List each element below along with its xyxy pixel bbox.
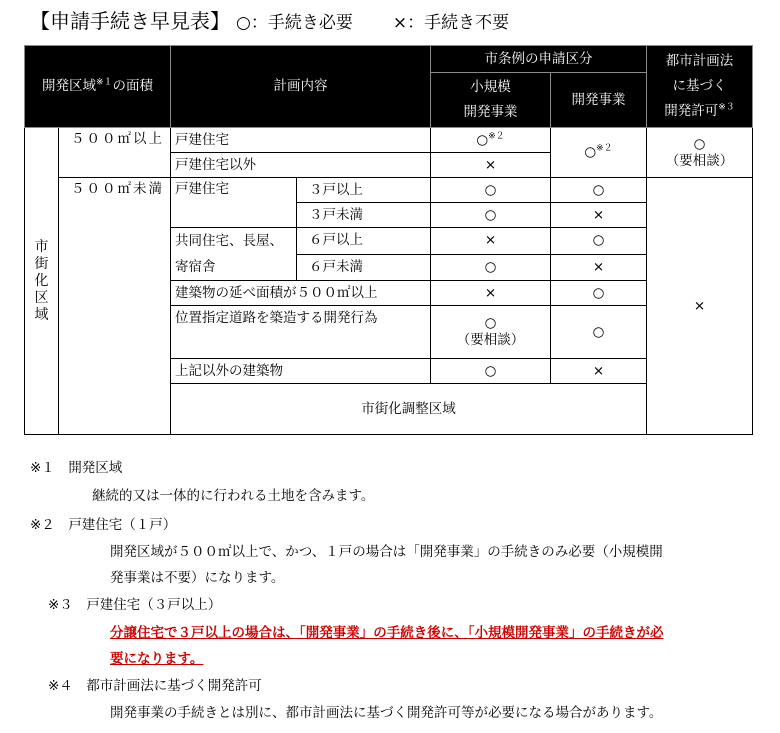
note-1-heading: ※１ 開発区域	[30, 460, 123, 476]
legend-required: ○：手続き必要	[236, 13, 353, 33]
note-4-heading: ※４ 都市計画法に基づく開発許可	[48, 678, 262, 694]
header-dev: 開発事業	[551, 73, 647, 128]
header-small-dev: 小規模 開発事業	[431, 73, 551, 128]
small-dev-value: ○$^{※2}$	[431, 128, 551, 153]
small-dev-value: ×	[431, 228, 551, 255]
plan-other-buildings: 上記以外の建築物	[171, 359, 431, 384]
application-table	[24, 45, 753, 435]
page-title	[30, 6, 770, 36]
plan-sub: ３戸未満	[297, 203, 431, 228]
permit-value: ×	[647, 178, 753, 435]
small-dev-value: ○	[431, 178, 551, 203]
note-3-heading: ※３ 戸建住宅（３戸以上）	[48, 597, 222, 613]
header-plan: 計画内容	[171, 46, 431, 128]
plan-detached: 戸建住宅	[171, 178, 297, 228]
dev-value: ○	[551, 281, 647, 306]
note-2-body-line1: 開発区域が５００㎡以上で、かつ、１戸の場合は「開発事業」の手続きのみ必要（小規模開	[110, 544, 663, 560]
header-city-ordinance: 市条例の申請区分	[431, 46, 647, 73]
zone-adjustment: 市街化調整区域	[171, 384, 647, 435]
dev-value: ○	[551, 306, 647, 359]
small-dev-value: ×	[431, 281, 551, 306]
plan-sub: ３戸以上	[297, 178, 431, 203]
plan-floor-area: 建築物の延べ面積が５００㎡以上	[171, 281, 431, 306]
dev-value: ×	[551, 254, 647, 281]
plan-detached: 戸建住宅	[171, 128, 431, 153]
small-dev-value: ○	[431, 359, 551, 384]
note-1-body: 継続的又は一体的に行われる土地を含みます。	[92, 488, 375, 504]
title-main: 【申請手続き早見表】	[30, 9, 230, 33]
note-3-body-line1: 分譲住宅で３戸以上の場合は、「開発事業」の手続き後に、「小規模開発事業」の手続きが必	[110, 625, 664, 641]
dev-value: ×	[551, 359, 647, 384]
note-2-body-line2: 発事業は不要）になります。	[110, 570, 285, 586]
dev-value: ○	[551, 178, 647, 203]
small-dev-value: ○ （要相談）	[431, 306, 551, 359]
dev-value: ○	[551, 228, 647, 255]
plan-road: 位置指定道路を築造する開発行為	[171, 306, 431, 359]
note-4-body: 開発事業の手続きとは別に、都市計画法に基づく開発許可等が必要になる場合があります。	[110, 705, 663, 721]
area-under-500: ５００㎡未満	[59, 178, 171, 435]
small-dev-value: ○	[431, 203, 551, 228]
plan-sub: ６戸未満	[297, 254, 431, 281]
zone-urbanization: 市 街 化 区 域	[25, 128, 59, 435]
plan-sub: ６戸以上	[297, 228, 431, 255]
dev-value: ×	[551, 203, 647, 228]
header-permit: 都市計画法 に基づく 開発許可$^{※3}$	[647, 46, 753, 128]
note-3-body-line2: 要になります。	[110, 651, 204, 667]
header-area: 開発区域$^{※1}$の面積	[25, 46, 171, 128]
legend-not-required: ×：手続き不要	[392, 13, 510, 33]
small-dev-value: ×	[431, 153, 551, 178]
dev-value: ○$^{※2}$	[551, 128, 647, 178]
plan-apartment: 共同住宅、長屋、 寄宿舎	[171, 228, 297, 281]
area-over-500: ５００㎡以上	[59, 128, 171, 178]
small-dev-value: ○	[431, 254, 551, 281]
note-2-heading: ※２ 戸建住宅（１戸）	[30, 517, 177, 533]
permit-value: ○ （要相談）	[647, 128, 753, 178]
plan-other-than-detached: 戸建住宅以外	[171, 153, 431, 178]
table-row	[25, 128, 753, 153]
table-row	[25, 178, 753, 203]
